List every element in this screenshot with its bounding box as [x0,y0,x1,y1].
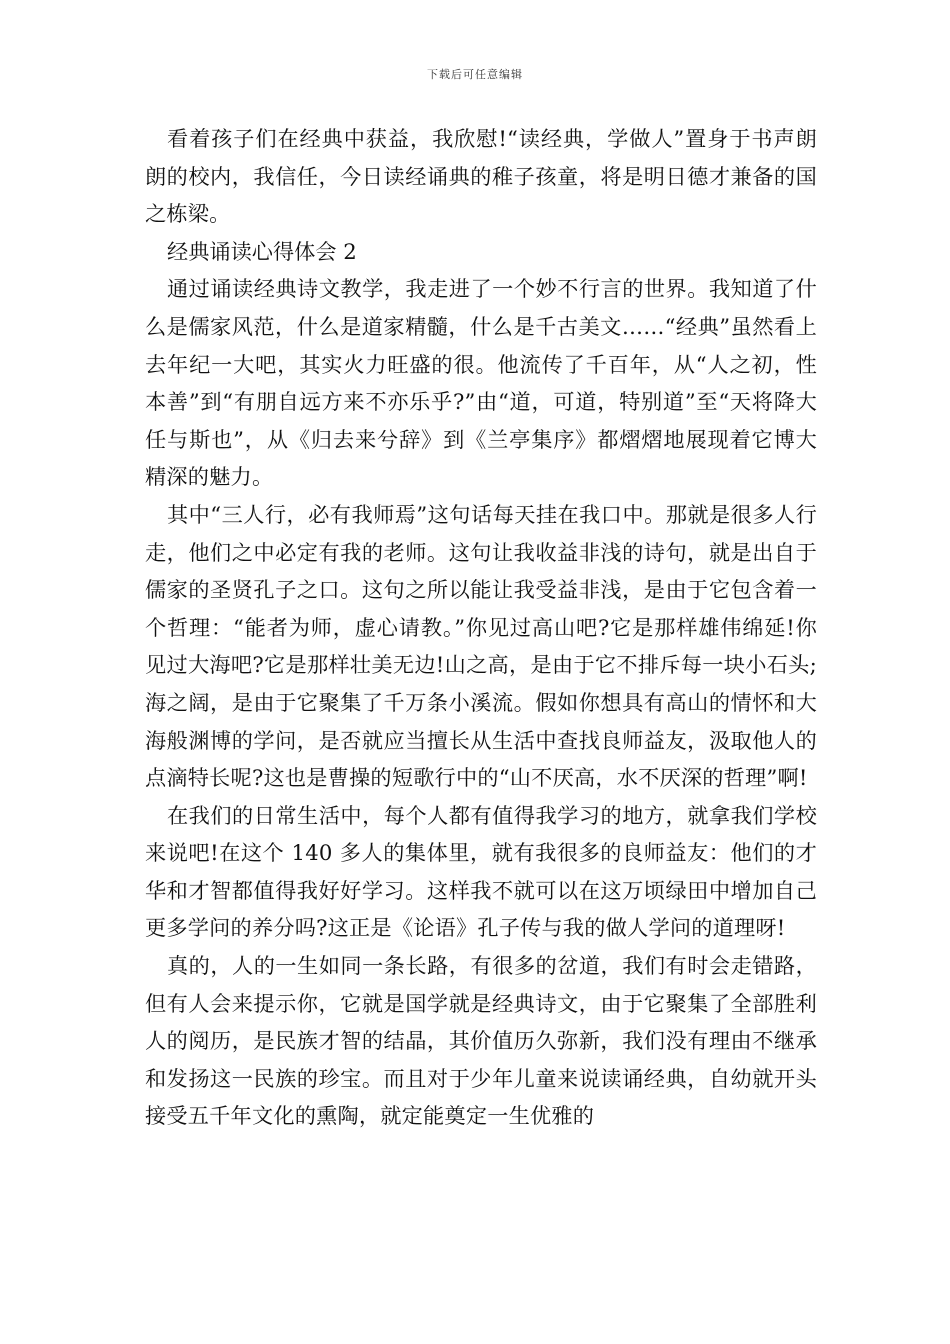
paragraph-intro: 通过诵读经典诗文教学，我走进了一个妙不行言的世界。我知道了什么是儒家风范，什么是道家精髓，什么是千古美文……“经典”虽然看上去年纪一大吧，其实火力旺盛的很。他流传了千百年，从“人之初，性本善”到“有朋自远方来不亦乐乎?”由“道，可道，特别道”至“天将降大任与斯也”，从《归去来兮辞》到《兰亭集序》都熠熠地展现着它博大精深的魅力。 [145,276,817,490]
document-body [145,120,817,1135]
paragraph-daily-life: 在我们的日常生活中，每个人都有值得我学习的地方，就拿我们学校来说吧!在这个 140 多人的集体里，就有我很多的良师益友：他们的才华和才智都值得我好好学习。这样我不就可以在这万顷绿田中增加自己更多学问的养分吗?这正是《论语》孔子传与我的做人学问的道理呀! [145,802,817,941]
paragraph-three-people: 其中“三人行，必有我师焉”这句话每天挂在我口中。那就是很多人行走，他们之中必定有我的老师。这句让我收益非浅的诗句，就是出自于儒家的圣贤孔子之口。这句之所以能让我受益非浅，是由于它包含着一个哲理：“能者为师，虚心请教。”你见过高山吧?它是那样雄伟绵延!你见过大海吧?它是那样壮美无边!山之高，是由于它不排斥每一块小石头;海之阔，是由于它聚集了千万条小溪流。假如你想具有高山的情怀和大海般渊博的学问，是否就应当擅长从生活中查找良师益友，汲取他人的点滴特长呢?这也是曹操的短歌行中的“山不厌高，水不厌深的哲理”啊! [145,501,817,791]
section-heading: 经典诵读心得体会 2 [167,238,357,264]
paragraph-life-road: 真的，人的一生如同一条长路，有很多的岔道，我们有时会走错路，但有人会来提示你，它就是国学就是经典诗文，由于它聚集了全部胜利人的阅历，是民族才智的结晶，其价值历久弥新，我们没有理由不继承和发扬这一民族的珍宝。而且对于少年儿童来说读诵经典，自幼就开头接受五千年文化的熏陶，就定能奠定一生优雅的 [145,953,817,1129]
header-note: 下载后可任意编辑 [427,68,523,81]
paragraph-conclusion: 看着孩子们在经典中获益，我欣慰!“读经典，学做人”置身于书声朗朗的校内，我信任，今日读经诵典的稚子孩童，将是明日德才兼备的国之栋梁。 [145,126,817,227]
